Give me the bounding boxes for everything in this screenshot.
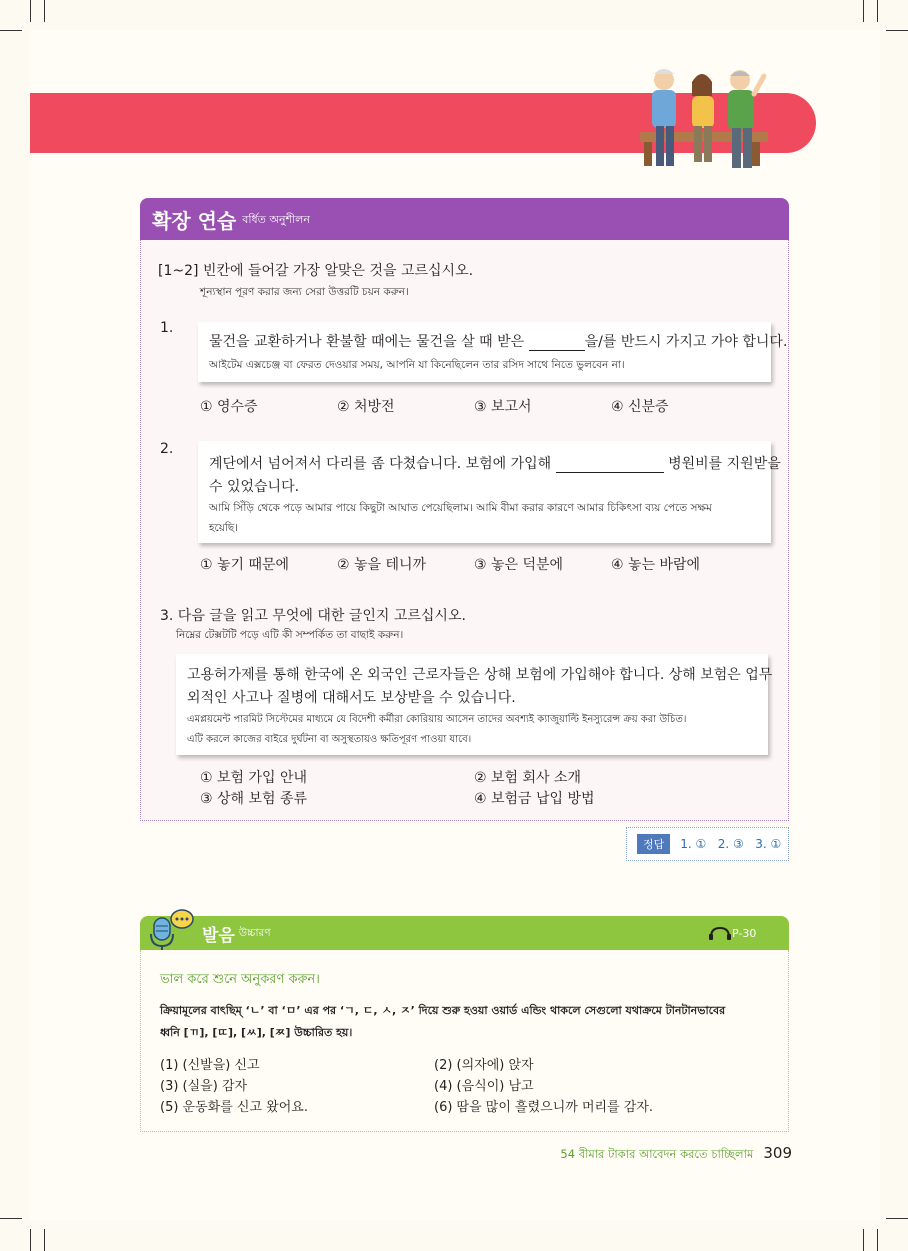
question-2-sentence-line2: 수 있었습니다. bbox=[209, 479, 300, 495]
question-1-option-3[interactable]: ③ 보고서 bbox=[474, 399, 532, 415]
question-2-blank bbox=[556, 459, 664, 473]
answer-key-text: 1. ① 2. ③ 3. ① bbox=[680, 837, 782, 851]
question-1-box bbox=[198, 322, 788, 382]
question-2-option-1[interactable]: ① 놓기 때문에 bbox=[200, 557, 290, 573]
question-3-passage-line1: 고용허가제를 통해 한국에 온 외국인 근로자들은 상해 보험에 가입해야 합니다. 상해 보험은 업무 bbox=[187, 667, 773, 683]
question-1-number: 1. bbox=[160, 320, 174, 336]
crop-mark bbox=[44, 1229, 45, 1251]
question-2-option-2[interactable]: ② 놓을 테니까 bbox=[337, 557, 427, 573]
question-1-option-2[interactable]: ② 처방전 bbox=[337, 399, 395, 415]
question-3-option-4[interactable]: ④ 보험금 납입 방법 bbox=[474, 791, 595, 807]
question-1-option-4[interactable]: ④ 신분증 bbox=[611, 399, 669, 415]
pronunciation-example-1: (1) (신발을) 신고 bbox=[160, 1058, 260, 1073]
pronunciation-title: 발음 bbox=[202, 925, 235, 946]
question-3-instruction: 3. 다음 글을 읽고 무엇에 대한 글인지 고르십시오. bbox=[160, 608, 466, 624]
question-1-sentence: 물건을 교환하거나 환불할 때에는 물건을 살 때 받은 을/를 반드시 가지고 가야 합니다. bbox=[209, 334, 788, 350]
crop-mark bbox=[0, 30, 22, 31]
question-1-blank bbox=[529, 337, 585, 351]
question-3-translation-line1: এমপ্লয়মেন্ট পারমিট সিস্টেমের মাধ্যমে যে বিদেশী কর্মীরা কোরিয়ায় আসেন তাদের অবশ্যই ক্যাজুয়াল্টি ইনস্যুরেন্স ক্রয় করা উচিত। bbox=[187, 714, 687, 725]
question-3-instruction-bn: নিম্নের টেক্সটটি পড়ে এটি কী সম্পর্কিত তা বাছাই করুন। bbox=[176, 629, 404, 641]
practice-section-header bbox=[140, 198, 789, 240]
question-1-translation: আইটেম এক্সচেঞ্জ বা ফেরত দেওয়ার সময়, আপনি যা কিনেছিলেন তার রসিদ সাথে নিতে ভুলবেন না। bbox=[209, 359, 625, 371]
question-2-option-4[interactable]: ④ 놓는 바람에 bbox=[611, 557, 701, 573]
answer-key-badge: 정답 bbox=[637, 834, 670, 854]
practice-title: 확장 연습 bbox=[152, 208, 237, 233]
crop-mark bbox=[0, 1218, 22, 1219]
pronunciation-example-5: (5) 운동화를 신고 왔어요. bbox=[160, 1100, 308, 1115]
audio-track-label: P-30 bbox=[732, 926, 757, 940]
crop-mark bbox=[863, 1229, 864, 1251]
answer-key-box bbox=[626, 827, 789, 861]
question-3-translation-line2: এটি করলে কাজের বাইরে দুর্ঘটনা বা অসুস্থতায়ও ক্ষতিপূরণ পাওয়া যাবে। bbox=[187, 734, 472, 745]
pronunciation-example-2: (2) (의자에) 앉자 bbox=[434, 1058, 534, 1073]
pronunciation-subtitle: ভাল করে শুনে অনুকরণ করুন। bbox=[160, 972, 320, 987]
pronunciation-section-header bbox=[140, 916, 789, 950]
pronunciation-rule-line2: ধ্বনি [ㄲ], [ㄸ], [ㅆ], [ㅉ] উচ্চারিত হয়। bbox=[160, 1026, 353, 1039]
question-3-passage-box bbox=[176, 654, 773, 755]
pronunciation-example-6: (6) 땀을 많이 흘렸으니까 머리를 감자. bbox=[434, 1100, 654, 1115]
audio-track[interactable] bbox=[708, 926, 756, 940]
practice-title-bn: বর্ধিত অনুশীলন bbox=[242, 213, 310, 226]
pronunciation-rule-line1: ক্রিয়ামূলের বাৎছিম্‌ ‘ㄴ’ বা ‘ㅁ’ এর পর ‘ㄱ, ㄷ, ㅅ, ㅈ’ দিয়ে শুরু হওয়া ওয়ার্ড এন্ডিং থাকলে সেগুলো যথাক্রমে টানটানভাবের bbox=[160, 1004, 726, 1017]
question-2-translation-line1: আমি সিঁড়ি থেকে পড়ে আমার পায়ে কিছুটা আঘাত পেয়েছিলাম। আমি বীমা করার কারণে আমার চিকিৎসা ব্যয় পেতে সক্ষম bbox=[209, 502, 712, 514]
page-number: 309 bbox=[763, 1144, 792, 1162]
question-2-translation-line2: হয়েছি। bbox=[209, 522, 239, 534]
question-3-option-2[interactable]: ② 보험 회사 소개 bbox=[474, 770, 582, 786]
question-3-option-3[interactable]: ③ 상해 보험 종류 bbox=[200, 791, 308, 807]
question-2-number: 2. bbox=[160, 441, 174, 457]
page-footer bbox=[560, 1144, 792, 1165]
question-1-option-1[interactable]: ① 영수증 bbox=[200, 399, 258, 415]
question-2-box bbox=[198, 441, 781, 543]
crop-mark bbox=[886, 30, 908, 31]
pronunciation-title-bn: উচ্চারণ bbox=[238, 926, 271, 939]
question-2-option-3[interactable]: ③ 놓은 덕분에 bbox=[474, 557, 564, 573]
people-on-bench-illustration bbox=[636, 60, 786, 172]
crop-mark bbox=[877, 1229, 878, 1251]
crop-mark bbox=[877, 0, 878, 22]
crop-mark bbox=[886, 1218, 908, 1219]
practice-instruction: [1~2] 빈칸에 들어갈 가장 알맞은 것을 고르십시오. bbox=[158, 263, 474, 279]
practice-instruction-bn: শূন্যস্থান পূরণ করার জন্য সেরা উত্তরটি চয়ন করুন। bbox=[200, 286, 409, 298]
question-3-passage-line2: 외적인 사고나 질병에 대해서도 보상받을 수 있습니다. bbox=[187, 690, 516, 706]
pronunciation-example-4: (4) (음식이) 남고 bbox=[434, 1079, 534, 1094]
chapter-title: 54 বীমার টাকার আবেদন করতে চাচ্ছিলাম bbox=[560, 1147, 754, 1161]
pronunciation-example-3: (3) (실을) 감자 bbox=[160, 1079, 248, 1094]
question-3-option-1[interactable]: ① 보험 가입 안내 bbox=[200, 770, 308, 786]
crop-mark bbox=[44, 0, 45, 22]
crop-mark bbox=[863, 0, 864, 22]
headphones-icon bbox=[708, 926, 732, 940]
crop-mark bbox=[30, 1229, 31, 1251]
crop-mark bbox=[30, 0, 31, 22]
question-2-sentence: 계단에서 넘어져서 다리를 좀 다쳤습니다. 보험에 가입해 병원비를 지원받을 bbox=[209, 456, 781, 472]
